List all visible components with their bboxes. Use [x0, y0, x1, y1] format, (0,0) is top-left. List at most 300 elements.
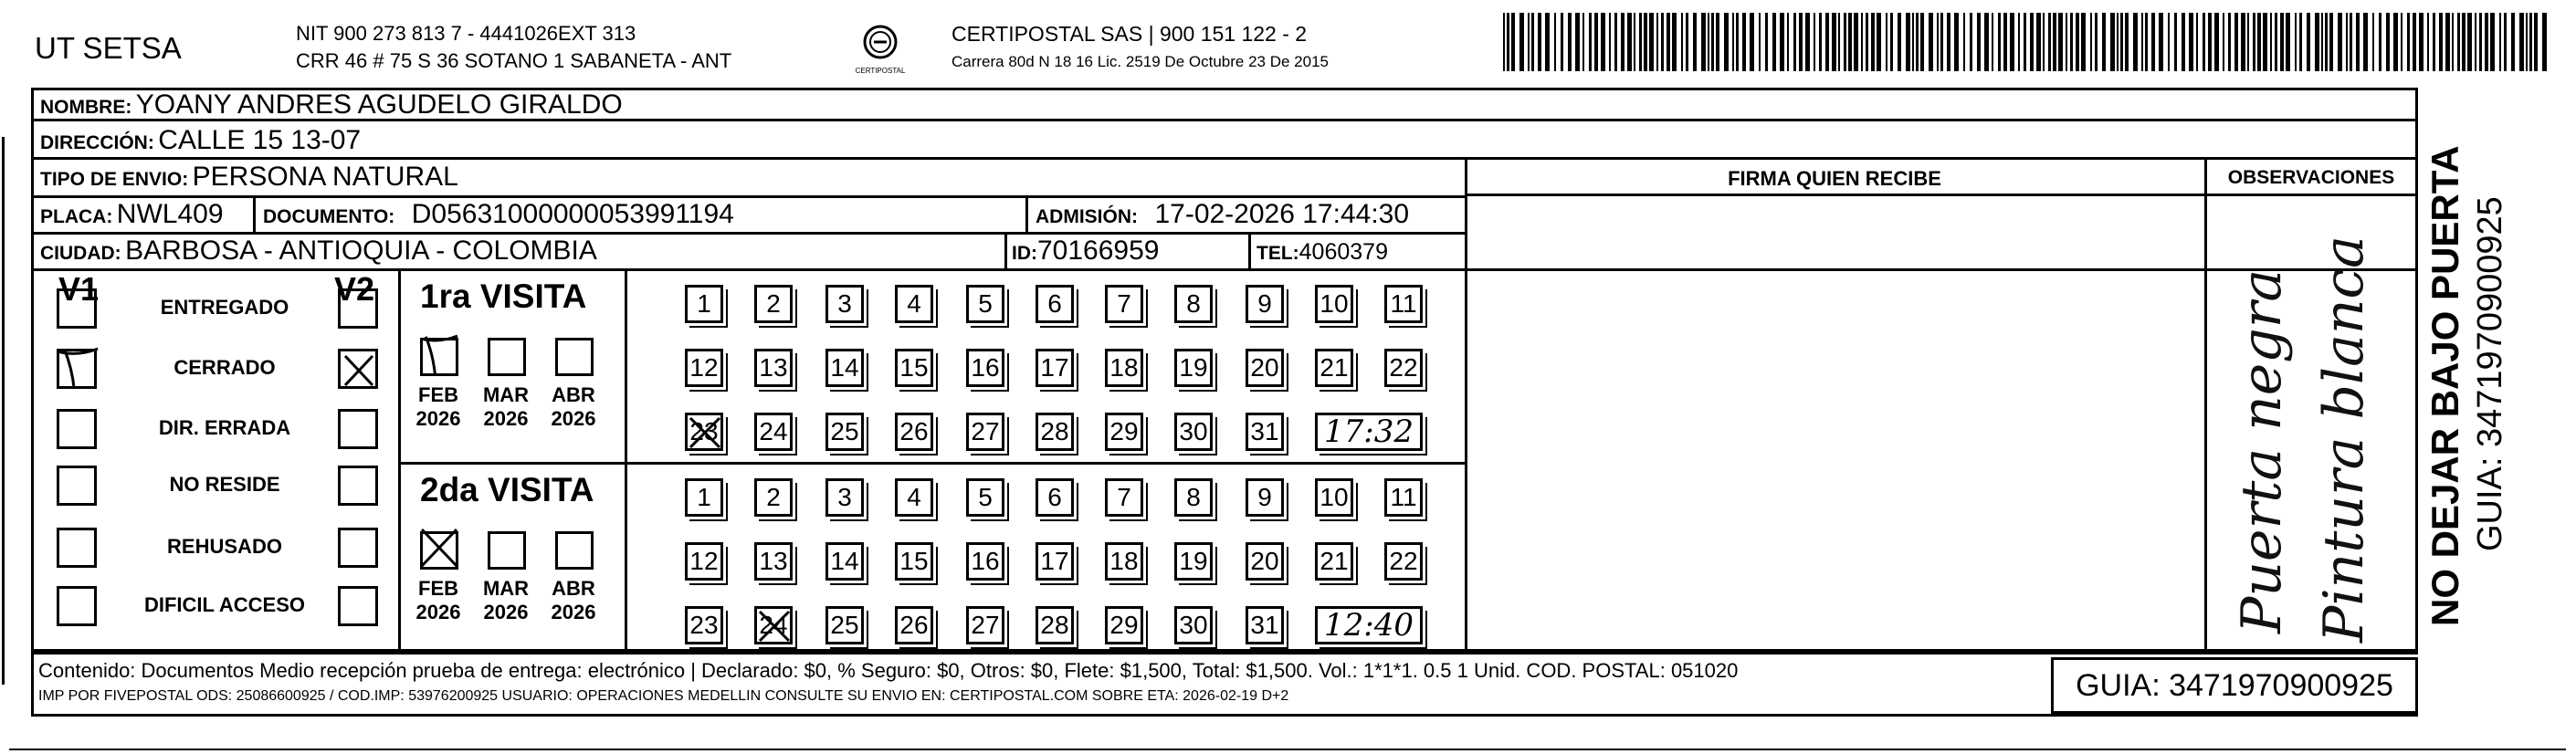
barcode-bar: [1759, 13, 1761, 71]
barcode-bar: [2401, 13, 2403, 71]
barcode-bar: [1929, 13, 1933, 71]
carrier-sub: Carrera 80d N 18 16 Lic. 2519 De Octubre 23 De 2015: [952, 53, 1329, 70]
v2-checkbox[interactable]: [338, 466, 378, 506]
barcode: [1503, 13, 2553, 73]
barcode-bar: [1519, 13, 1524, 71]
barcode-bar: [2141, 13, 2143, 71]
status-label: CERRADO: [173, 356, 276, 379]
barcode-bar: [1861, 13, 1863, 71]
barcode-bar: [2504, 13, 2507, 71]
barcode-bar: [2174, 13, 2177, 71]
barcode-bar: [2275, 13, 2277, 71]
direccion-value: CALLE 15 13-07: [158, 125, 362, 155]
barcode-bar: [2356, 13, 2360, 71]
barcode-bar: [1906, 13, 1910, 71]
observaciones-header: OBSERVACIONES: [2227, 167, 2395, 188]
nit-line: NIT 900 273 813 7 - 4441026EXT 313: [296, 22, 636, 45]
day-cell[interactable]: 5: [966, 285, 1004, 323]
bottom-edge-line: [9, 749, 2566, 750]
observaciones-line-2: Pintura blanca: [2312, 236, 2376, 643]
barcode-bar: [1854, 13, 1858, 71]
day-cell[interactable]: 10: [1315, 285, 1353, 323]
footer-guia-box: [2051, 657, 2418, 714]
direccion-row: DIRECCIÓN: CALLE 15 13-07: [40, 125, 362, 155]
barcode-bar: [1609, 13, 1611, 71]
v2-checkbox[interactable]: [338, 409, 378, 449]
day-cell[interactable]: 19: [1174, 542, 1213, 581]
barcode-bar: [2151, 13, 2155, 71]
barcode-bar: [2257, 13, 2261, 71]
barcode-bar: [1937, 13, 1939, 71]
footer-imp: IMP POR FIVEPOSTAL ODS: 25086600925 / COD.IMP: 53976200925 USUARIO: OPERACIONES MEDELLIN CONSULTE SU ENVIO EN: CERTIPOSTAL.COM SOBRE ETA: 2026-02-19 D+2: [38, 688, 1289, 704]
barcode-bar: [1805, 13, 1810, 71]
day-cell[interactable]: 21: [1315, 542, 1353, 581]
barcode-bar: [2307, 13, 2310, 71]
visit-title: 2da VISITA: [420, 471, 594, 508]
day-cell[interactable]: 17: [1036, 349, 1074, 387]
day-cell[interactable]: 4: [895, 285, 933, 323]
day-cell[interactable]: 2: [754, 478, 793, 517]
status-label: ENTREGADO: [160, 296, 289, 319]
barcode-bar: [2475, 13, 2476, 71]
id-row: ID:70166959: [1012, 236, 1160, 266]
v2-checkbox[interactable]: [338, 586, 378, 626]
v1-checkbox[interactable]: [57, 586, 97, 626]
barcode-bar: [1561, 13, 1563, 71]
barcode-bar: [2263, 13, 2267, 71]
month-label: ABR 2026: [551, 577, 596, 623]
barcode-bar: [1656, 13, 1658, 71]
documento-value: D05631000000053991194: [411, 199, 734, 229]
cross-mark-icon: [418, 526, 460, 570]
day-cell[interactable]: 25: [825, 606, 864, 644]
day-cell[interactable]: 15: [895, 542, 933, 581]
barcode-bar: [2393, 13, 2398, 71]
visit-title: 1ra VISITA: [420, 278, 587, 315]
barcode-bar: [2125, 13, 2129, 71]
v2-checkbox[interactable]: [338, 288, 378, 329]
barcode-bar: [2102, 13, 2106, 71]
barcode-bar: [1890, 13, 1893, 71]
barcode-bar: [1970, 13, 1972, 71]
barcode-bar: [2413, 13, 2416, 71]
month-checkbox[interactable]: [555, 531, 594, 570]
barcode-bar: [1793, 13, 1796, 71]
barcode-bar: [2499, 13, 2501, 71]
barcode-bar: [1594, 13, 1598, 71]
barcode-bar: [1912, 13, 1914, 71]
status-label: NO RESIDE: [169, 473, 280, 496]
month-checkbox[interactable]: [555, 338, 594, 376]
day-cell[interactable]: 14: [825, 542, 864, 581]
barcode-bar: [1621, 13, 1624, 71]
barcode-bar: [2511, 13, 2515, 71]
barcode-bar: [1724, 13, 1729, 71]
barcode-bar: [2036, 13, 2041, 71]
barcode-bar: [2090, 13, 2092, 71]
barcode-bar: [2247, 13, 2249, 71]
day-cell[interactable]: 30: [1174, 413, 1213, 451]
day-cell[interactable]: 7: [1105, 478, 1143, 517]
barcode-bar: [1649, 13, 1654, 71]
barcode-bar: [2445, 13, 2450, 71]
barcode-bar: [2189, 13, 2193, 71]
barcode-bar: [1963, 13, 1965, 71]
day-cell[interactable]: 18: [1105, 542, 1143, 581]
day-cell[interactable]: 28: [1036, 413, 1074, 451]
barcode-bar: [1940, 13, 1943, 71]
barcode-bar: [1639, 13, 1642, 71]
barcode-bar: [1686, 13, 1688, 71]
barcode-bar: [1644, 13, 1647, 71]
v2-label: V2: [334, 270, 375, 308]
barcode-bar: [1750, 13, 1754, 71]
barcode-bar: [2407, 13, 2410, 71]
barcode-bar: [2043, 13, 2045, 71]
barcode-bar: [2329, 13, 2333, 71]
month-label: FEB 2026: [415, 577, 461, 623]
carrier-line: CERTIPOSTAL SAS | 900 151 122 - 2: [952, 22, 1308, 46]
barcode-bar: [2182, 13, 2185, 71]
footer-guia: GUIA: 3471970900925: [2076, 667, 2393, 703]
barcode-bar: [1977, 13, 1981, 71]
day-cell[interactable]: 22: [1384, 542, 1423, 581]
tipo-value: PERSONA NATURAL: [192, 162, 458, 192]
day-cell[interactable]: 13: [754, 542, 793, 581]
barcode-bar: [1838, 13, 1840, 71]
admision-row: ADMISIÓN: 17-02-2026 17:44:30: [1036, 199, 1410, 229]
barcode-bar: [1681, 13, 1683, 71]
footer-contenido: Contenido: Documentos Medio recepción prueba de entrega: electrónico | Declarado: $0, % Seguro: $0, Otros: $0, Flete: $1,500, Total: $1,500. Vol.: 1*1*1. 0.5 1 Unid. COD. POSTAL: 051020: [38, 659, 1739, 682]
company-name: UT SETSA: [35, 31, 182, 65]
day-cell[interactable]: 1: [685, 285, 723, 323]
day-cell[interactable]: 7: [1105, 285, 1143, 323]
barcode-bar: [2286, 13, 2290, 71]
barcode-bar: [1511, 13, 1515, 71]
barcode-bar: [2519, 13, 2524, 71]
barcode-bar: [1693, 13, 1697, 71]
barcode-bar: [1661, 13, 1664, 71]
day-cell[interactable]: 12: [685, 349, 723, 387]
v1-label: V1: [58, 270, 100, 308]
barcode-bar: [1832, 13, 1836, 71]
barcode-bar: [2529, 13, 2532, 71]
barcode-bar: [2253, 13, 2255, 71]
v1-checkbox[interactable]: [57, 409, 97, 449]
left-edge-line: [2, 137, 5, 685]
barcode-bar: [2048, 13, 2051, 71]
month-checkbox[interactable]: [488, 338, 526, 376]
barcode-bar: [2479, 13, 2482, 71]
barcode-bar: [1575, 13, 1580, 71]
day-cell[interactable]: 29: [1105, 413, 1143, 451]
barcode-bar: [2542, 13, 2547, 71]
day-cell[interactable]: 24: [754, 606, 793, 644]
barcode-bar: [2208, 13, 2212, 71]
ciudad-value: BARBOSA - ANTIOQUIA - COLOMBIA: [125, 236, 597, 266]
visit-time[interactable]: 17:32: [1315, 413, 1423, 451]
barcode-bar: [1819, 13, 1822, 71]
barcode-bar: [2325, 13, 2328, 71]
barcode-bar: [2452, 13, 2454, 71]
tel-value: 4060379: [1299, 239, 1388, 265]
day-cell[interactable]: 16: [966, 349, 1004, 387]
barcode-bar: [2228, 13, 2231, 71]
day-cell[interactable]: 30: [1174, 606, 1213, 644]
barcode-bar: [1984, 13, 1989, 71]
cross-mark-icon: [756, 608, 793, 644]
day-cell[interactable]: 3: [825, 478, 864, 517]
barcode-bar: [2168, 13, 2170, 71]
carrier-logo-icon: [855, 22, 906, 77]
v2-checkbox[interactable]: [338, 528, 378, 568]
barcode-bar: [2270, 13, 2272, 71]
admision-value: 17-02-2026 17:44:30: [1154, 199, 1410, 229]
barcode-bar: [1780, 13, 1784, 71]
barcode-bar: [2070, 13, 2073, 71]
barcode-bar: [1898, 13, 1901, 71]
day-cell[interactable]: 3: [825, 285, 864, 323]
observaciones-handwriting: [2204, 195, 2418, 652]
barcode-bar: [1601, 13, 1605, 71]
barcode-bar: [2467, 13, 2472, 71]
barcode-bar: [1582, 13, 1584, 71]
barcode-bar: [1716, 13, 1719, 71]
month-label: FEB 2026: [415, 383, 461, 430]
barcode-bar: [1787, 13, 1789, 71]
day-cell[interactable]: 20: [1246, 542, 1284, 581]
day-cell[interactable]: 14: [825, 349, 864, 387]
day-cell[interactable]: 21: [1315, 349, 1353, 387]
barcode-bar: [2419, 13, 2424, 71]
barcode-bar: [1528, 13, 1530, 71]
barcode-bar: [1531, 13, 1534, 71]
day-cell[interactable]: 1: [685, 478, 723, 517]
barcode-bar: [2350, 13, 2352, 71]
day-cell[interactable]: 18: [1105, 349, 1143, 387]
day-cell[interactable]: 15: [895, 349, 933, 387]
day-cell[interactable]: 27: [966, 413, 1004, 451]
check-mark-icon: [57, 345, 100, 391]
visit-time[interactable]: 12:40: [1315, 606, 1423, 644]
barcode-bar: [2462, 13, 2466, 71]
barcode-bar: [1589, 13, 1592, 71]
barcode-bar: [1568, 13, 1572, 71]
barcode-bar: [1507, 13, 1509, 71]
month-label: ABR 2026: [551, 383, 596, 430]
barcode-bar: [2081, 13, 2086, 71]
barcode-bar: [2321, 13, 2323, 71]
barcode-bar: [2338, 13, 2342, 71]
day-cell[interactable]: 20: [1246, 349, 1284, 387]
tipo-row: TIPO DE ENVIO: PERSONA NATURAL: [40, 162, 458, 192]
day-cell[interactable]: 8: [1174, 478, 1213, 517]
day-cell[interactable]: 6: [1036, 285, 1074, 323]
day-cell[interactable]: 19: [1174, 349, 1213, 387]
barcode-bar: [2018, 13, 2020, 71]
day-cell[interactable]: 9: [1246, 285, 1284, 323]
barcode-bar: [2053, 13, 2056, 71]
day-cell[interactable]: 23: [685, 606, 723, 644]
barcode-bar: [1736, 13, 1739, 71]
nombre-row: NOMBRE: YOANY ANDRES AGUDELO GIRALDO: [40, 89, 623, 120]
barcode-bar: [2346, 13, 2348, 71]
day-cell[interactable]: 10: [1315, 478, 1353, 517]
barcode-bar: [1825, 13, 1829, 71]
v1-checkbox[interactable]: [57, 466, 97, 506]
barcode-bar: [1954, 13, 1959, 71]
barcode-bar: [2120, 13, 2123, 71]
barcode-bar: [2196, 13, 2198, 71]
status-label: DIR. ERRADA: [158, 416, 291, 439]
barcode-bar: [2024, 13, 2026, 71]
barcode-bar: [2003, 13, 2007, 71]
day-cell[interactable]: 29: [1105, 606, 1143, 644]
day-cell[interactable]: 11: [1384, 285, 1423, 323]
barcode-bar: [2214, 13, 2219, 71]
barcode-bar: [2223, 13, 2224, 71]
barcode-bar: [1916, 13, 1919, 71]
barcode-bar: [1614, 13, 1617, 71]
barcode-bar: [2299, 13, 2302, 71]
day-cell[interactable]: 26: [895, 606, 933, 644]
v1-checkbox[interactable]: [57, 288, 97, 329]
barcode-bar: [1992, 13, 1993, 71]
barcode-bar: [2117, 13, 2119, 71]
side-guia: GUIA: 3471970900925: [2471, 196, 2509, 551]
barcode-bar: [2439, 13, 2443, 71]
barcode-bar: [2145, 13, 2148, 71]
barcode-bar: [2110, 13, 2115, 71]
barcode-bar: [2133, 13, 2138, 71]
cross-mark-icon: [342, 352, 376, 389]
barcode-bar: [1871, 13, 1875, 71]
barcode-bar: [2363, 13, 2368, 71]
month-checkbox[interactable]: [488, 531, 526, 570]
nombre-value: YOANY ANDRES AGUDELO GIRALDO: [135, 89, 623, 120]
day-cell[interactable]: 24: [754, 413, 793, 451]
day-cell[interactable]: 16: [966, 542, 1004, 581]
barcode-bar: [1711, 13, 1714, 71]
day-cell[interactable]: 23: [685, 413, 723, 451]
barcode-bar: [2095, 13, 2098, 71]
v1-checkbox[interactable]: [57, 528, 97, 568]
carrier-logo: [855, 22, 906, 77]
barcode-bar: [2433, 13, 2435, 71]
barcode-bar: [2234, 13, 2238, 71]
barcode-bar: [2427, 13, 2429, 71]
svg-text:CERTIPOSTAL: CERTIPOSTAL: [855, 67, 906, 75]
day-cell[interactable]: 26: [895, 413, 933, 451]
barcode-bar: [2203, 13, 2205, 71]
barcode-bar: [1634, 13, 1635, 71]
barcode-bar: [1848, 13, 1852, 71]
day-cell[interactable]: 22: [1384, 349, 1423, 387]
documento-row: DOCUMENTO: D05631000000053991194: [263, 199, 734, 229]
id-value: 70166959: [1037, 236, 1160, 266]
barcode-bar: [1708, 13, 1709, 71]
tel-row: TEL:4060379: [1256, 239, 1388, 265]
address-line: CRR 46 # 75 S 36 SOTANO 1 SABANETA - ANT: [296, 49, 732, 72]
day-cell[interactable]: 31: [1246, 413, 1284, 451]
barcode-bar: [1503, 13, 1505, 71]
day-cell[interactable]: 4: [895, 478, 933, 517]
barcode-bar: [2457, 13, 2460, 71]
barcode-bar: [2490, 13, 2495, 71]
observaciones-line-1: Puerta negra: [2230, 268, 2294, 634]
barcode-bar: [1742, 13, 1746, 71]
barcode-bar: [1672, 13, 1677, 71]
month-label: MAR 2026: [482, 383, 530, 430]
barcode-bar: [1877, 13, 1881, 71]
barcode-bar: [1765, 13, 1768, 71]
check-mark-icon: [418, 332, 460, 376]
day-cell[interactable]: 12: [685, 542, 723, 581]
barcode-bar: [2066, 13, 2067, 71]
barcode-bar: [1772, 13, 1776, 71]
status-label: DIFICIL ACCESO: [143, 593, 305, 616]
barcode-bar: [2295, 13, 2297, 71]
barcode-bar: [1998, 13, 2001, 71]
barcode-bar: [2526, 13, 2528, 71]
day-cell[interactable]: 11: [1384, 478, 1423, 517]
barcode-bar: [1920, 13, 1924, 71]
day-cell[interactable]: 31: [1246, 606, 1284, 644]
barcode-bar: [1627, 13, 1632, 71]
barcode-bar: [2379, 13, 2381, 71]
barcode-bar: [1886, 13, 1887, 71]
barcode-bar: [1844, 13, 1846, 71]
day-cell[interactable]: 17: [1036, 542, 1074, 581]
barcode-bar: [1701, 13, 1706, 71]
barcode-bar: [2076, 13, 2079, 71]
barcode-bar: [1866, 13, 1868, 71]
barcode-bar: [2241, 13, 2245, 71]
barcode-bar: [1947, 13, 1950, 71]
barcode-bar: [1814, 13, 1815, 71]
barcode-bar: [2534, 13, 2538, 71]
barcode-bar: [1538, 13, 1541, 71]
barcode-bar: [1667, 13, 1670, 71]
day-cell[interactable]: 13: [754, 349, 793, 387]
barcode-bar: [2386, 13, 2390, 71]
day-cell[interactable]: 28: [1036, 606, 1074, 644]
barcode-bar: [2372, 13, 2374, 71]
day-cell[interactable]: 25: [825, 413, 864, 451]
barcode-bar: [1554, 13, 1556, 71]
side-warning: NO DEJAR BAJO PUERTA: [2424, 145, 2466, 626]
cross-mark-icon: [687, 414, 723, 451]
ciudad-row: CIUDAD: BARBOSA - ANTIOQUIA - COLOMBIA: [40, 236, 597, 266]
day-cell[interactable]: 8: [1174, 285, 1213, 323]
barcode-bar: [2485, 13, 2488, 71]
day-cell[interactable]: 9: [1246, 478, 1284, 517]
firma-header: FIRMA QUIEN RECIBE: [1728, 167, 1941, 190]
day-cell[interactable]: 27: [966, 606, 1004, 644]
barcode-bar: [1799, 13, 1803, 71]
day-cell[interactable]: 6: [1036, 478, 1074, 517]
placa-value: NWL409: [116, 199, 224, 229]
barcode-bar: [2159, 13, 2163, 71]
barcode-bar: [1545, 13, 1550, 71]
day-cell[interactable]: 5: [966, 478, 1004, 517]
barcode-bar: [2280, 13, 2284, 71]
barcode-bar: [1732, 13, 1734, 71]
placa-row: PLACA: NWL409: [40, 199, 224, 229]
barcode-bar: [2030, 13, 2034, 71]
barcode-bar: [2058, 13, 2063, 71]
day-cell[interactable]: 2: [754, 285, 793, 323]
